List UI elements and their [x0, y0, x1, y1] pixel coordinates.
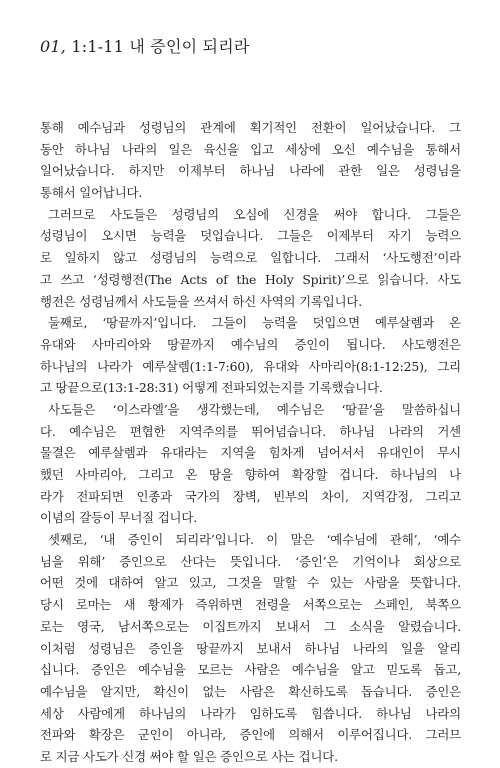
text-line: 이처럼 성령님은 증인을 땅끝까지 보내서 하나님 나라의 일을 알리 [40, 640, 461, 656]
text-line: 행전은 성령님께서 사도들을 쓰셔서 하신 사역의 기록입니다. [40, 293, 363, 309]
text-line: 일어났습니다. 하지만 이제부터 하나님 나라에 관한 일은 성령님을 [40, 163, 461, 179]
text-line: 어떤 것에 대하여 알고 있고, 그것을 말할 수 있는 사람을 뜻합니다. [40, 575, 461, 591]
text-line: 라가 전파되면 인종과 국가의 장벽, 빈부의 차이, 지역감정, 그리고 [40, 488, 461, 504]
chapter-number: 01, [40, 37, 67, 56]
text-line: 예수님을 알지만, 확신이 없는 사람은 확신하도록 돕습니다. 증인은 [40, 683, 461, 699]
text-line: 유대와 사마리아와 땅끝까지 예수님의 증인이 됩니다. 사도행전은 [40, 336, 461, 352]
text-line: 로 지금 사도가 신경 써야 할 일은 증인으로 사는 겁니다. [40, 748, 338, 764]
text-line: 통해 예수님과 성령님의 관계에 획기적인 전환이 일어났습니다. 그 [40, 120, 461, 135]
text-line: 셋째로, ‘내 증인이 되리라’입니다. 이 말은 ‘예수님에 관해’, ‘예수 [48, 532, 461, 548]
text-line: 이념의 갈등이 무너질 겁니다. [40, 510, 197, 526]
chapter-title: 1:1-11 내 증인이 되리라 [71, 37, 250, 56]
text-line: 로는 영국, 남서쪽으로는 이집트까지 보내서 그 소식을 알렸습니다. [40, 618, 461, 634]
chapter-heading [40, 34, 460, 57]
text-line: 고 쓰고 ‘성령행전(The Acts of the Holy Spirit)’으로 읽습니다. 사도 [40, 271, 461, 287]
text-line: 당시 로마는 새 황제가 즉위하면 전령을 서쪽으로는 스페인, 북쪽으 [40, 597, 461, 613]
text-line: 했던 사마리아, 그리고 온 땅을 향하여 확장할 겁니다. 하나님의 나 [40, 467, 461, 482]
text-line: 십니다. 증인은 예수님을 모르는 사람은 예수님을 알고 믿도록 돕고, [40, 662, 461, 678]
text-line: 고 땅끝으로(13:1-28:31) 어떻게 전파되었는지를 기록했습니다. [40, 380, 383, 396]
text-line: 전파와 확장은 군인이 아니라, 증인에 의해서 이루어집니다. 그러므 [40, 727, 461, 743]
text-line: 세상 사람에게 하나님의 나라가 임하도록 힘씁니다. 하나님 나라의 [40, 705, 461, 721]
text-line: 로 일하지 않고 성령님의 능력으로 일합니다. 그래서 ‘사도행전’이라 [40, 250, 461, 266]
text-line: 둘째로, ‘땅끝까지’입니다. 그들이 능력을 덧입으면 예루살렘과 온 [48, 315, 461, 331]
text-line: 동안 하나님 나라의 일은 육신을 입고 세상에 오신 예수님을 통해서 [40, 141, 461, 157]
text-line: 통해서 일어납니다. [40, 185, 143, 201]
text-line: 그러므로 사도들은 성령님의 오심에 신경을 써야 합니다. 그들은 [48, 206, 461, 222]
text-line: 성령님이 오시면 능력을 덧입습니다. 그들은 이제부터 자기 능력으 [40, 228, 461, 244]
text-line: 하나님의 나라가 예루살렘(1:1-7:60), 유대와 사마리아(8:1-12:25), 그리 [40, 358, 461, 374]
text-line: 물결은 예루살렘과 유대라는 지역을 힘차게 넘어서서 유대인이 무시 [40, 445, 461, 461]
body-text [40, 117, 461, 768]
text-line: 사도들은 ‘이스라엘’을 생각했는데, 예수님은 ‘땅끝’을 말씀하십니 [48, 401, 461, 417]
text-line: 님을 위해’ 증인으로 산다는 뜻입니다. ‘증인’은 기억이나 회상으로 [40, 553, 461, 569]
text-line: 다. 예수님은 편협한 지역주의를 뛰어넘습니다. 하나님 나라의 거센 [40, 423, 461, 439]
